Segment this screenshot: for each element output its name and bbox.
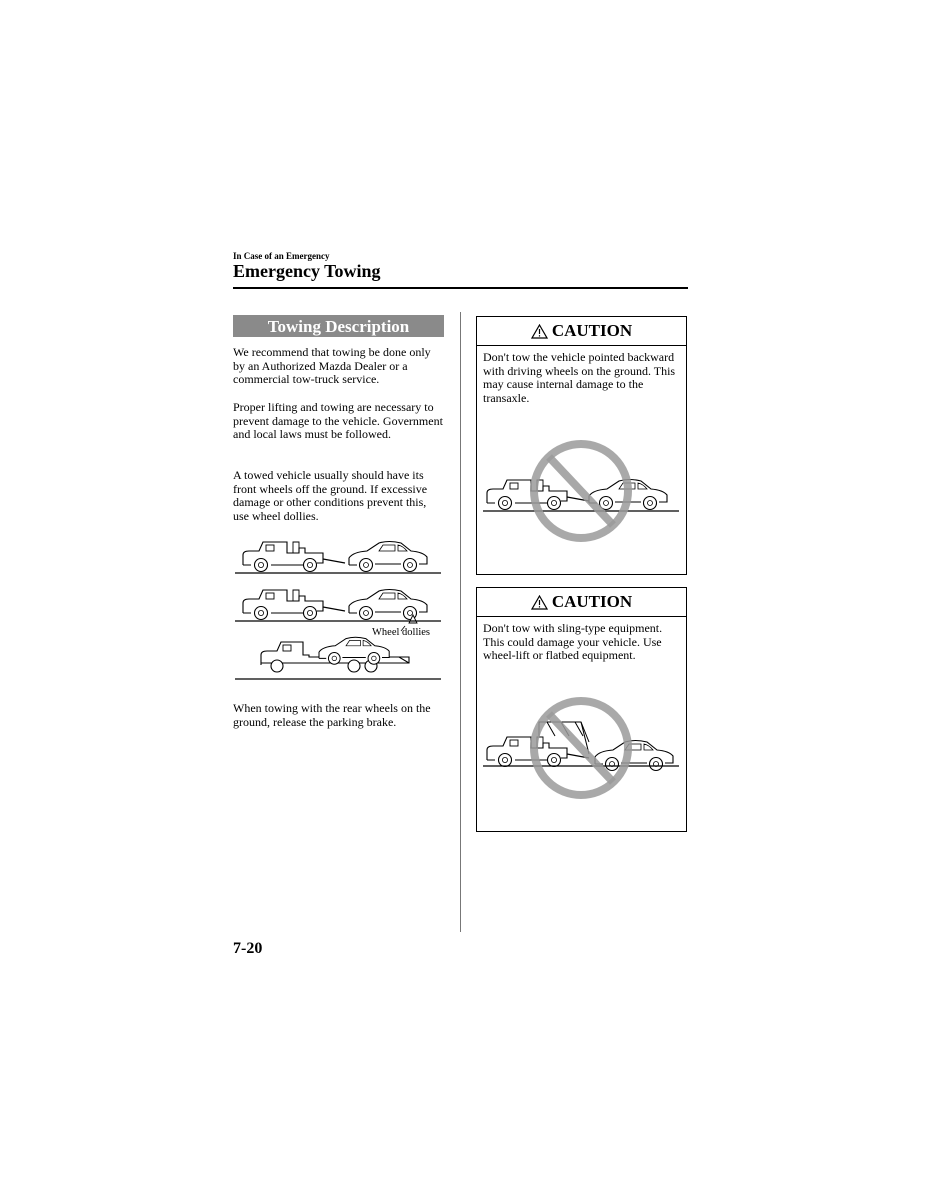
backward-tow-prohibited-illustration <box>477 435 686 547</box>
caution-title: CAUTION <box>551 321 633 340</box>
caution-text-sling: Don't tow with sling-type equipment. This could damage your vehicle. Use wheel-lift or flatbed equipment. <box>483 621 663 663</box>
page-number: 7-20 <box>233 940 263 957</box>
paragraph-recommend: We recommend that towing be done only by an Authorized Mazda Dealer or a commercial tow-truck service. <box>233 345 431 387</box>
title-rule <box>233 287 688 289</box>
caution-title: CAUTION <box>551 592 633 611</box>
caution-header <box>477 588 686 617</box>
paragraph-front-wheels: A towed vehicle usually should have its front wheels off the ground. If excessive damage or other conditions prevent this, use wheel dollies. <box>233 468 428 523</box>
caution-header <box>477 317 686 346</box>
paragraph-parking-brake: When towing with the rear wheels on the ground, release the parking brake. <box>233 701 431 729</box>
sling-tow-prohibited-illustration <box>477 692 686 804</box>
towing-description-heading: Towing Description <box>233 315 444 337</box>
warning-triangle-icon <box>531 595 548 610</box>
caution-box-backward <box>476 316 687 575</box>
page-title: Emergency Towing <box>233 261 381 281</box>
section-label: In Case of an Emergency <box>233 251 330 261</box>
towing-illustrations <box>233 533 445 693</box>
caution-text-backward: Don't tow the vehicle pointed backward with driving wheels on the ground. This may cause internal damage to the transaxle. <box>483 350 676 405</box>
wheel-dollies-label: Wheel dollies <box>372 627 431 638</box>
caution-box-sling <box>476 587 687 832</box>
column-divider <box>460 312 461 932</box>
paragraph-lifting: Proper lifting and towing are necessary to prevent damage to the vehicle. Government and local laws must be followed. <box>233 400 443 442</box>
warning-triangle-icon <box>531 324 548 339</box>
